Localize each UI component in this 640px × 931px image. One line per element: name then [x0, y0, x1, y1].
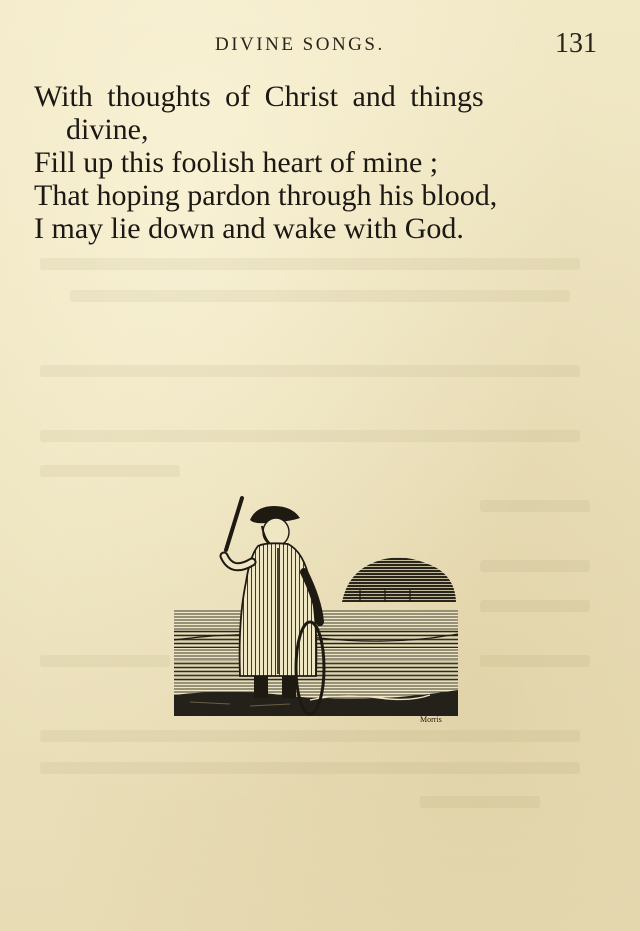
verse-line: That hoping pardon through his blood, — [34, 179, 498, 212]
verse-stanza — [34, 80, 614, 245]
page-header — [0, 30, 640, 64]
verse-line: With thoughts of Christ and things — [34, 80, 484, 113]
page-number: 131 — [555, 28, 597, 59]
verse-line-continuation: divine, — [66, 113, 149, 146]
engraver-signature: Morris — [420, 715, 442, 724]
distant-trees — [342, 557, 456, 602]
woodcut-illustration — [170, 490, 462, 725]
running-head: DIVINE SONGS. — [215, 34, 385, 55]
verse-line: I may lie down and wake with God. — [34, 212, 464, 245]
verse-line: Fill up this foolish heart of mine ; — [34, 146, 439, 179]
